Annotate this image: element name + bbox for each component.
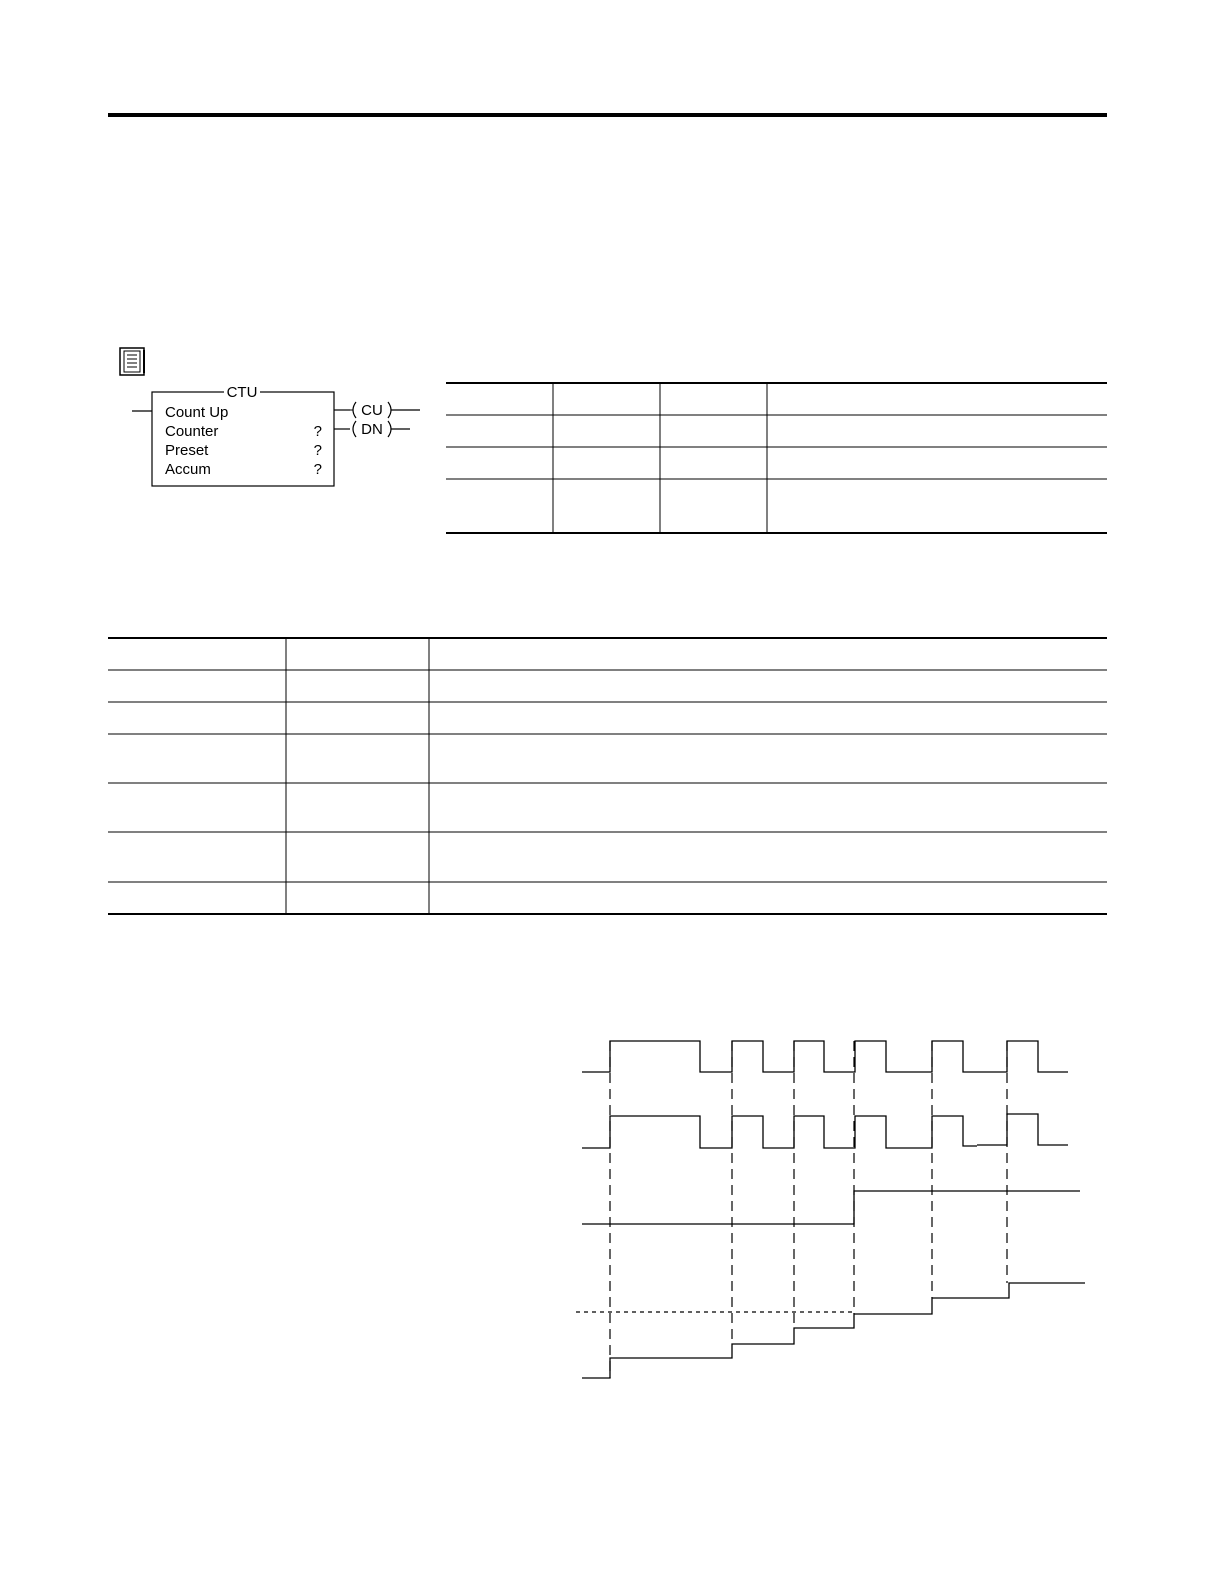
operand-label-counter: Counter xyxy=(165,423,219,440)
operand-label-preset: Preset xyxy=(165,442,209,459)
timing-dn-bit xyxy=(582,1191,1080,1224)
counter-structure-table xyxy=(108,637,1108,917)
timing-rung-condition xyxy=(582,1041,1068,1072)
operand-value-accum[interactable]: ? xyxy=(313,461,322,478)
operand-label-count-up: Count Up xyxy=(165,404,229,421)
timing-accum-value xyxy=(582,1283,1085,1378)
ctu-block-title: CTU xyxy=(226,384,258,401)
operand-value-preset[interactable]: ? xyxy=(313,442,322,459)
output-cu xyxy=(334,402,420,419)
instruction-help-icon[interactable] xyxy=(120,348,144,375)
operand-value-counter[interactable]: ? xyxy=(313,423,322,440)
output-dn xyxy=(334,421,410,438)
ctu-timing-diagram xyxy=(570,1030,1100,1390)
output-dn-label: DN xyxy=(361,421,383,438)
output-cu-label: CU xyxy=(361,402,383,419)
timing-cu-bit xyxy=(582,1116,977,1148)
operand-label-accum: Accum xyxy=(165,461,211,478)
operand-table xyxy=(446,382,1108,536)
ctu-ladder-diagram xyxy=(110,340,430,500)
header-rule xyxy=(108,113,1107,117)
